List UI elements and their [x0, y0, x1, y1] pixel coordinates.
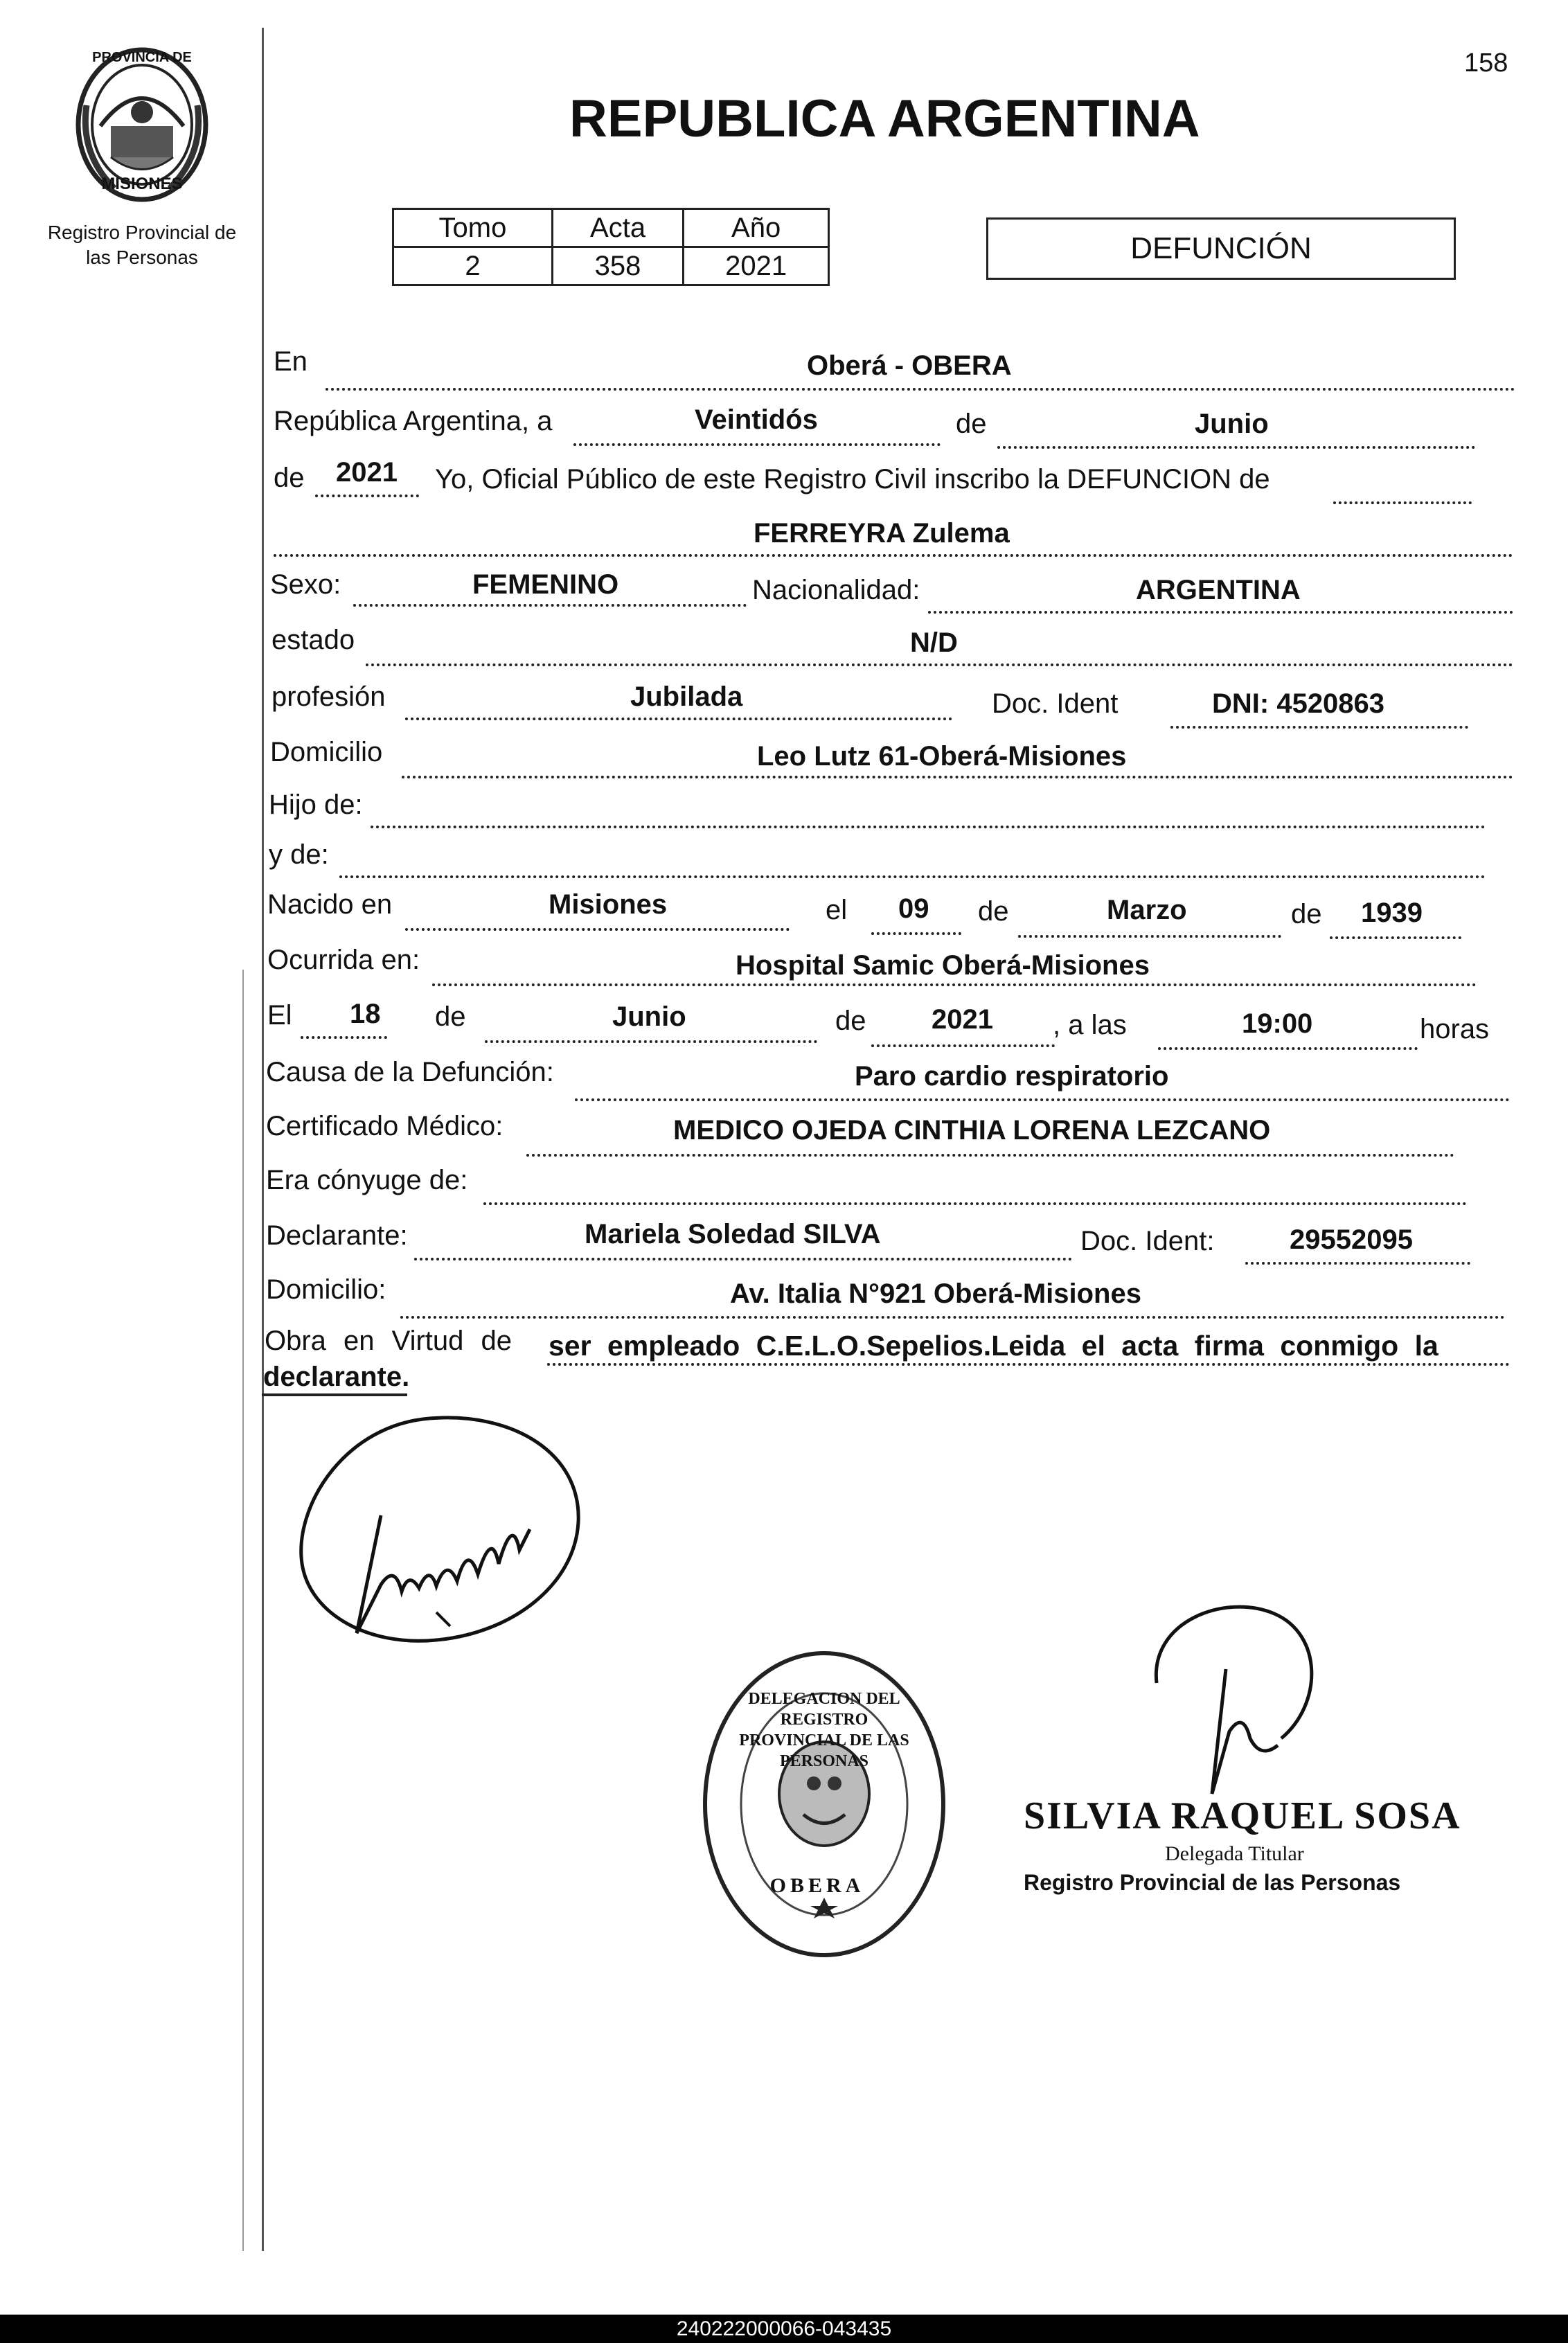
birth-year: 1939	[1361, 898, 1423, 928]
domicilio2-label: Domicilio:	[266, 1274, 386, 1305]
declarante-line	[414, 1258, 1072, 1260]
estado-label: estado	[271, 625, 355, 655]
domicilio2-line	[400, 1316, 1505, 1319]
act-type-box: DEFUNCIÓN	[986, 217, 1456, 280]
causa-line	[575, 1098, 1510, 1101]
nacionalidad-line	[928, 611, 1513, 614]
hijo-label: Hijo de:	[269, 790, 363, 820]
de-year-label: de	[274, 463, 305, 493]
causa-label: Causa de la Defunción:	[266, 1057, 554, 1087]
nacido-line	[405, 928, 790, 931]
death-year-line	[871, 1044, 1055, 1047]
deceased-name: FERREYRA Zulema	[754, 518, 1010, 549]
domicilio-label: Domicilio	[270, 737, 383, 767]
seal-text-top: PROVINCIA DE	[92, 50, 192, 65]
death-day-line	[301, 1036, 387, 1039]
margin-line	[262, 28, 264, 2251]
year-value: 2021	[336, 457, 398, 488]
profesion-label: profesión	[271, 681, 386, 712]
month-line	[997, 446, 1475, 449]
official-title: Delegada Titular	[1165, 1842, 1304, 1865]
doc-value: DNI: 4520863	[1212, 688, 1385, 719]
registry-name: Registro Provincial de las Personas	[47, 222, 237, 268]
ocurrida-label: Ocurrida en:	[267, 945, 420, 975]
profesion-line	[405, 718, 952, 720]
en-value: Oberá - OBERA	[807, 350, 1012, 381]
official-signature	[1101, 1593, 1330, 1801]
nacido-label: Nacido en	[267, 889, 393, 920]
certificado-line	[526, 1154, 1454, 1157]
de-label: de	[956, 409, 987, 439]
domicilio-value: Leo Lutz 61-Oberá-Misiones	[757, 741, 1127, 772]
doc-line	[1170, 726, 1468, 729]
acta-header: Acta	[552, 209, 683, 247]
obra-value: ser empleado C.E.L.O.Sepelios.Leida el acta firma conmigo la	[549, 1330, 1438, 1362]
yde-line	[339, 875, 1486, 878]
sexo-line	[353, 604, 747, 607]
el2-label: El	[267, 1000, 292, 1031]
death-year: 2021	[932, 1004, 993, 1035]
declarant-signature-icon	[291, 1405, 589, 1695]
obra-label: Obra en Virtud de	[265, 1326, 513, 1356]
certificado-value: MEDICO OJEDA CINTHIA LORENA LEZCANO	[673, 1115, 1271, 1146]
official-org: Registro Provincial de las Personas	[1024, 1870, 1401, 1895]
en-label: En	[274, 346, 308, 377]
obra-underline	[262, 1393, 407, 1396]
republica-label: República Argentina, a	[274, 406, 553, 436]
declarant-signature	[291, 1405, 589, 1695]
domicilio-line	[402, 776, 1513, 778]
causa-value: Paro cardio respiratorio	[855, 1061, 1169, 1092]
tomo-header: Tomo	[393, 209, 553, 247]
sexo-label: Sexo:	[270, 569, 341, 600]
hijo-line	[371, 826, 1486, 828]
birth-de2-label: de	[1291, 899, 1322, 929]
official-name: SILVIA RAQUEL SOSA	[1024, 1794, 1461, 1837]
margin-line-outer	[242, 970, 244, 2251]
estado-line	[366, 663, 1513, 666]
yo-text: Yo, Oficial Público de este Registro Civil inscribo la DEFUNCION de	[435, 464, 1270, 495]
ocurrida-line	[432, 983, 1477, 986]
yde-label: y de:	[269, 839, 329, 870]
certificado-label: Certificado Médico:	[266, 1111, 504, 1141]
day-line	[573, 443, 941, 446]
birth-year-line	[1330, 936, 1461, 939]
stamp-ring-text: DELEGACION DEL REGISTRO PROVINCIAL DE LAS PERSONAS	[739, 1690, 909, 1770]
sexo-value: FEMENINO	[472, 569, 619, 600]
decl-doc-line	[1245, 1262, 1470, 1265]
anio-value: 2021	[684, 247, 829, 285]
death-time: 19:00	[1242, 1008, 1313, 1039]
footer-bar	[0, 2315, 1568, 2343]
footer-code: 240222000066-043435	[676, 2317, 892, 2340]
seal-text-bottom: MISIONES	[101, 175, 183, 193]
declarante-label: Declarante:	[266, 1220, 408, 1251]
birth-day: 09	[898, 893, 929, 924]
acta-value: 358	[552, 247, 683, 285]
alas-label: , a las	[1053, 1010, 1127, 1040]
profesion-value: Jubilada	[630, 681, 743, 712]
death-month-line	[485, 1040, 817, 1043]
declarante-value: Mariela Soledad SILVA	[585, 1219, 881, 1249]
birth-month: Marzo	[1107, 895, 1187, 925]
conyuge-label: Era cónyuge de:	[266, 1165, 468, 1195]
name-line	[274, 554, 1513, 557]
page-title: REPUBLICA ARGENTINA	[569, 89, 1200, 148]
birth-day-line	[871, 932, 961, 935]
tomo-value: 2	[393, 247, 553, 285]
death-day: 18	[350, 999, 381, 1029]
horas-label: horas	[1420, 1014, 1490, 1044]
year-line	[315, 495, 419, 497]
en-line	[326, 388, 1515, 391]
conyuge-line	[483, 1202, 1467, 1205]
birth-de-label: de	[978, 896, 1009, 927]
death-month: Junio	[612, 1001, 686, 1032]
reference-table	[392, 208, 830, 286]
decl-doc-value: 29552095	[1290, 1224, 1413, 1255]
nacionalidad-value: ARGENTINA	[1136, 575, 1301, 605]
estado-value: N/D	[910, 627, 958, 658]
yo-line	[1333, 501, 1472, 504]
nacionalidad-label: Nacionalidad:	[752, 575, 920, 605]
day-value: Veintidós	[695, 404, 818, 435]
death-de-label: de	[435, 1001, 466, 1032]
el-label: el	[826, 895, 848, 925]
anio-header: Año	[684, 209, 829, 247]
obra-value2: declarante.	[263, 1362, 410, 1392]
decl-doc-label: Doc. Ident:	[1080, 1226, 1215, 1256]
doc-label: Doc. Ident	[992, 688, 1119, 719]
ocurrida-value: Hospital Samic Oberá-Misiones	[736, 950, 1150, 981]
month-value: Junio	[1195, 409, 1269, 439]
obra-line	[547, 1363, 1510, 1366]
death-de2-label: de	[835, 1006, 866, 1036]
official-signature-icon	[1101, 1593, 1330, 1801]
page-number: 158	[1464, 48, 1508, 78]
domicilio2-value: Av. Italia N°921 Oberá-Misiones	[730, 1279, 1141, 1309]
death-time-line	[1158, 1047, 1418, 1050]
stamp-bottom-text: OBERA	[769, 1874, 865, 1897]
birth-month-line	[1018, 935, 1281, 938]
nacido-value: Misiones	[549, 889, 668, 920]
